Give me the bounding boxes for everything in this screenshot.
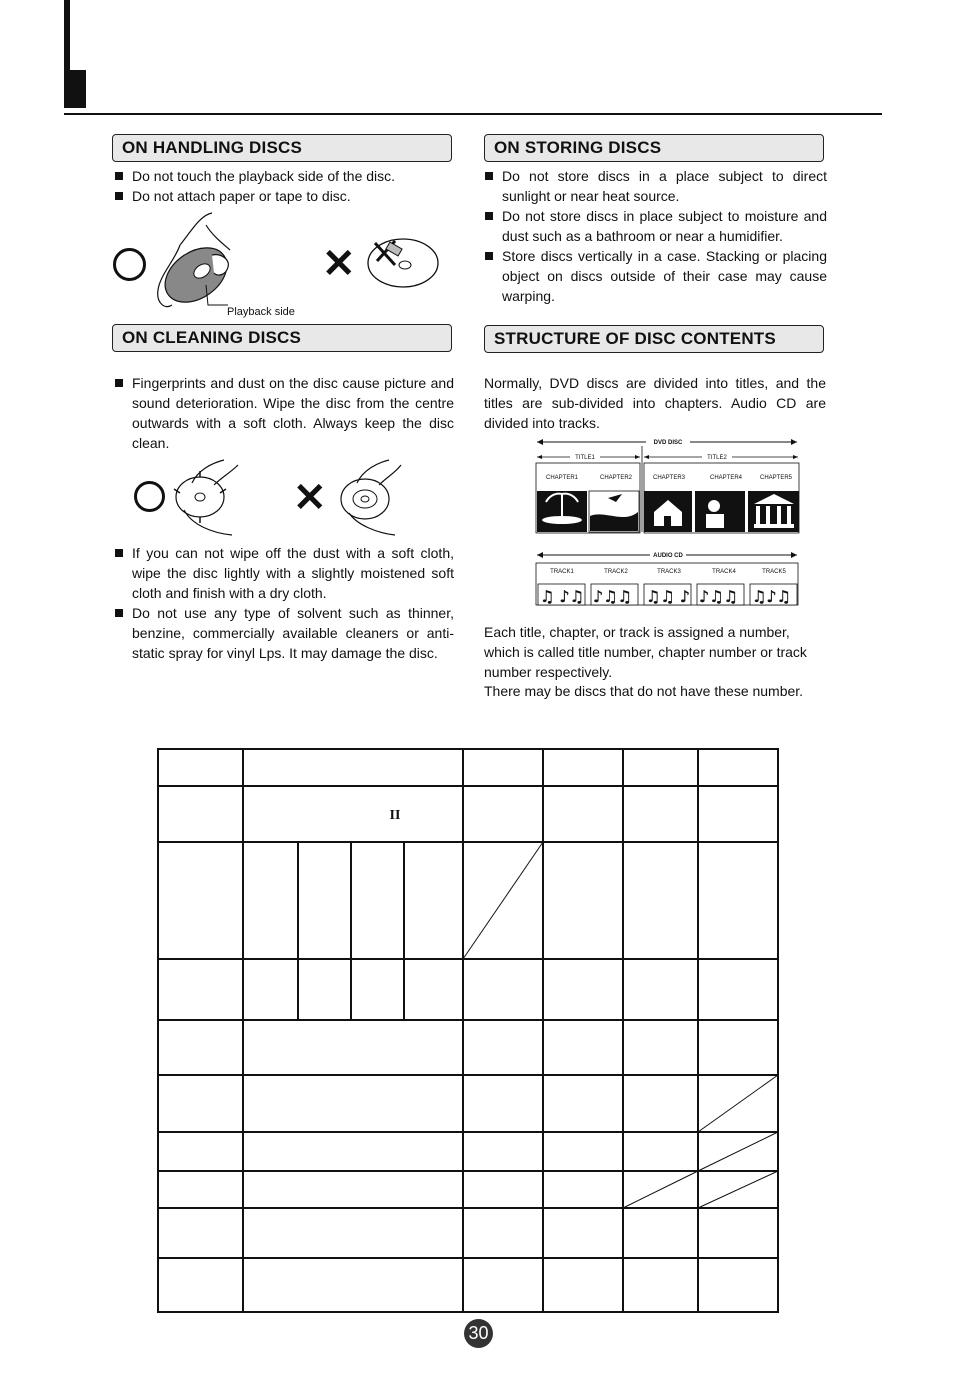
- track5-label: TRACK5: [762, 569, 786, 575]
- chapter4-label: CHAPTER4: [709, 475, 743, 481]
- storing-bullet-2: [485, 206, 830, 246]
- handling-heading: ON HANDLING DISCS: [112, 134, 452, 162]
- header-block: [64, 70, 86, 108]
- ok-circle-icon: [113, 248, 146, 281]
- track1-notes-icon: ♫ ♪♫: [540, 587, 584, 606]
- no-cross-icon: ✕: [322, 242, 356, 286]
- handling-bullet-2-text: Do not attach paper or tape to disc.: [132, 188, 351, 204]
- track2-label: TRACK2: [604, 569, 628, 575]
- wipe-outward-illustration: [172, 455, 244, 537]
- track3-label: TRACK3: [657, 569, 681, 575]
- track4-notes-icon: ♪♫♫: [699, 587, 738, 606]
- no-cross-icon: ✕: [293, 476, 327, 520]
- handling-bullet-1: [115, 166, 455, 186]
- track2-notes-icon: ♪♫♫: [593, 587, 632, 606]
- chapter2-label: CHAPTER2: [599, 475, 633, 481]
- structure-note-1: Each title, chapter, or track is assigned a number, which is called title number, chapter number or track number respectively.: [484, 624, 807, 680]
- ok-circle-icon: [134, 481, 165, 512]
- header-rule: [64, 113, 882, 115]
- storing-bullet-2-text: Do not store discs in place subject to moisture and dust such as a bathroom or near a humidifier.: [502, 208, 827, 244]
- disc-with-tape-illustration: [365, 233, 445, 293]
- handling-bullet-1-text: Do not touch the playback side of the disc.: [132, 168, 396, 184]
- track3-notes-icon: ♫♫ ♪: [646, 587, 690, 606]
- storing-heading: ON STORING DISCS: [484, 134, 824, 162]
- cleaning-bullet-2-text: If you can not wipe off the dust with a soft cloth, wipe the disc lightly with a slightly moistened soft cloth and finish with a dry cloth.: [132, 545, 454, 601]
- chapter1-label: CHAPTER1: [545, 475, 579, 481]
- track1-label: TRACK1: [550, 569, 574, 575]
- page-number: 30: [464, 1319, 493, 1348]
- wipe-circular-illustration: [335, 455, 407, 537]
- disc-structure-diagram: [534, 436, 802, 611]
- dvd-disc-label: DVD DISC: [653, 440, 683, 446]
- cleaning-bullet-2: [115, 543, 455, 603]
- chapter5-label: CHAPTER5: [759, 475, 793, 481]
- storing-bullet-1: [485, 166, 830, 206]
- structure-note-2: There may be discs that do not have these number.: [484, 683, 804, 699]
- chapter3-label: CHAPTER3: [652, 475, 686, 481]
- cleaning-bullet-3-text: Do not use any type of solvent such as thinner, benzine, commercially available cleaners or anti-static spray for vinyl Lps. It may damage the disc.: [132, 605, 454, 661]
- structure-heading: STRUCTURE OF DISC CONTENTS: [484, 325, 824, 353]
- storing-bullet-3: [485, 246, 830, 306]
- cleaning-bullet-1-text: Fingerprints and dust on the disc cause picture and sound deterioration. Wipe the disc from the centre outwards with a soft cloth. Always keep the disc clean.: [132, 375, 454, 451]
- title1-label: TITLE1: [575, 455, 595, 461]
- structure-intro: Normally, DVD discs are divided into titles, and the titles are sub-divided into chapters. Audio CD are divided into tracks.: [484, 375, 826, 431]
- storing-bullet-1-text: Do not store discs in a place subject to direct sunlight or near heat source.: [502, 168, 827, 204]
- track5-notes-icon: ♫♪♫: [752, 587, 791, 606]
- roman-two-mark: II: [389, 808, 401, 823]
- storing-bullet-3-text: Store discs vertically in a case. Stacking or placing object on discs outside of their case may cause warping.: [502, 248, 827, 304]
- hand-holding-disc-illustration: [150, 205, 310, 320]
- handling-bullet-2: [115, 186, 455, 206]
- cleaning-bullet-1: [115, 373, 455, 453]
- title2-label: TITLE2: [707, 455, 727, 461]
- track4-label: TRACK4: [712, 569, 736, 575]
- audio-cd-label: AUDIO CD: [653, 553, 683, 559]
- cleaning-bullet-3: [115, 603, 455, 663]
- cleaning-heading: ON CLEANING DISCS: [112, 324, 452, 352]
- feature-table-grid: [156, 747, 780, 1315]
- playback-side-label: Playback side: [227, 306, 295, 318]
